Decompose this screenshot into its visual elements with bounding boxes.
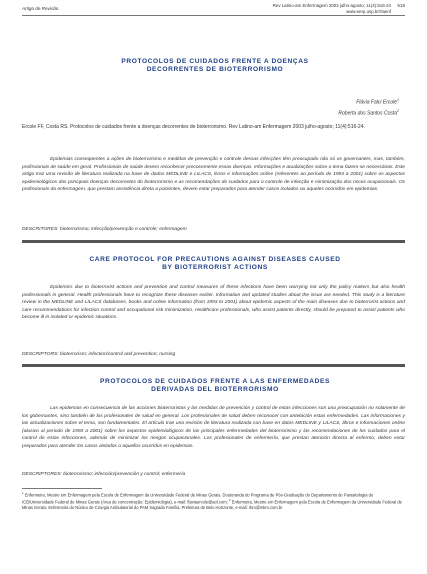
- author-name: Flávia Falci Ercole$^1$: [356, 98, 399, 106]
- section-divider: [22, 364, 405, 367]
- journal-citation-line: Rev Latino-am Enfermagem 2003 julho-agosto; 11(4):516-24: [272, 3, 391, 8]
- descriptors-terms: bioterrorismo; infecção/prevenção e controle; enfermagem: [59, 227, 187, 232]
- descriptors-label: DESCRIPTORS:: [22, 352, 59, 357]
- abstract-spanish: Las epidemias en consecuencia de las acciones bioterroristas y las medidas de prevención y control de estas infecciones son una preocupación no solamente de los gobernantes, sino también de los profesionales de salud en general. Los profesionales de salud deben reconocer con antelación estas enfermedades. Las informaciones y las actualizaciones sobre el tema, son fundamentales. El artículo trae una revisión de literatura realizada con base en datos MEDLINE y LILACS, libros e informaciones online (alusivo al periodo de 1993 a 2001) sobre los aspectos epidemiológicos de las principales enfermedades del bioterrorismo y las recomendaciones de los cuidados para el control de estas infecciones, además de minimizar los riesgos ocupacionales. Los profesionales de enfermería, que prestan atención directa al enfermo, deben estar preparados para atender los casos aislados o aquellos ocurridos en epidemias.: [22, 406, 405, 449]
- footnote-text: Enfermeira, Mestre em Enfermagem pela Escola de Enfermagem da Universidade Federal de Minas Gerais, Enfermeira do Núcleo de Cirurgia Ambulatorial do PAM Sagrada Família, Prefeitura de Belo Horizonte, e-mail: rbm@mkm.com.br: [22, 499, 402, 511]
- title-spanish-line2: DERIVADAS DEL BIOTERRORISMO: [151, 386, 279, 393]
- footnote-divider: [22, 488, 102, 489]
- title-spanish: [70, 378, 360, 394]
- title-portuguese-line1: PROTOCOLOS DE CUIDADOS FRENTE A DOENÇAS: [121, 58, 309, 65]
- descriptors-terms: bioterrorismo; infección/prevención y control; enfermería: [63, 472, 186, 477]
- footnote-text: Enfermeira, Mestre em Enfermagem pela Escola de Enfermagem da Universidade Federal de Minas Gerais, Doutoranda do Programa de Pós-Graduação do Departamento de Parasitologia do ICB/Universidade Federal de Minas Gerais (Área de concentração: Epidemiologia), e-mail: flaviaercole@aol.com;: [22, 492, 374, 505]
- footnote-mark: 1: [22, 491, 24, 495]
- title-portuguese-line2: DECORRENTES DE BIOTERRORISMO: [146, 66, 284, 73]
- header-divider: [22, 15, 405, 16]
- abstract-portuguese: Epidemias conseqüentes a ações de bioterrorismo e medidas de prevenção e controle dessas infecções têm preocupado não só os governantes, mas, também, profissionais de saúde em geral. Profissionais de saúde devem reconhecer precocemente essas doenças. Informações e atualizações sobre o tema fazem-se necessárias. Este artigo traz uma revisão de literatura realizada na base de dados MEDLINE e LILACS, livros e informações online (referentes ao período de 1993 a 2001) sobre os aspectos epidemiológicos das principais doenças decorrentes do bioterrorismo e as recomendações de cuidados para o controle de infecção e minimização dos riscos ocupacionais. Os profissionais da enfermagem, que prestam assistência direta a pacientes, devem estar preparados para atender casos isolados ou aqueles ocorridos em epidemias.: [22, 157, 405, 193]
- descriptors-english: [22, 352, 405, 357]
- footnote-mark: 2: [228, 498, 231, 503]
- page-number: 516: [397, 3, 405, 8]
- title-portuguese: [70, 58, 360, 74]
- abstract-english: Epidemics due to bioterrorist actions and prevention and control measures of these infections have been worrying not only the policy makers but also health professionals in general. Health professionals have to recognize these diseases earlier. Information and updated studies about the issue are needed. This study is a literature review in the MEDLINE and LILACS databases, books and online information (from 1993 to 2001) about epidemic aspects of the main diseases due to bioterrorist actions and care recommendations for infection control and occupational risk minimization. Healthcare professionals, who assist patients directly, should be prepared to assist patients who become ill in isolated or epidemic situations.: [22, 285, 405, 321]
- citation-text: Ercole FF, Costa RS. Protocolos de cuidados frente a doenças decorrentes de bioterrorismo. Rev Latino-am Enfermagem 2003 julho-agosto; 11(4):516-24.: [22, 124, 365, 130]
- page-header: [0, 0, 427, 19]
- descriptors-terms: bioterrorism; infection/control and prevention; nursing: [59, 352, 176, 357]
- title-english-line2: BY BIOTERRORIST ACTIONS: [162, 264, 268, 271]
- section-divider: [22, 240, 405, 243]
- journal-url[interactable]: www.eerp.usp.br/rlaenf: [346, 8, 391, 14]
- descriptors-portuguese: [22, 227, 405, 232]
- title-spanish-line1: PROTOCOLOS DE CUIDADOS FRENTE A LAS ENFERMEDADES: [99, 378, 331, 385]
- descriptors-label: DESCRIPTORES:: [22, 472, 62, 477]
- section-label: Artigo de Revisão: [22, 6, 59, 11]
- descriptors-label: DESCRITORES:: [22, 227, 59, 232]
- author-footnotes: [22, 491, 405, 511]
- title-english: [70, 256, 360, 272]
- journal-reference: [273, 3, 391, 14]
- descriptors-spanish: [22, 472, 405, 477]
- author-name: Roberta dos Santos Costa$^2$: [338, 108, 399, 117]
- author-list: [338, 96, 399, 117]
- title-english-line1: CARE PROTOCOL FOR PRECAUTIONS AGAINST DISEASES CAUSED: [89, 256, 341, 263]
